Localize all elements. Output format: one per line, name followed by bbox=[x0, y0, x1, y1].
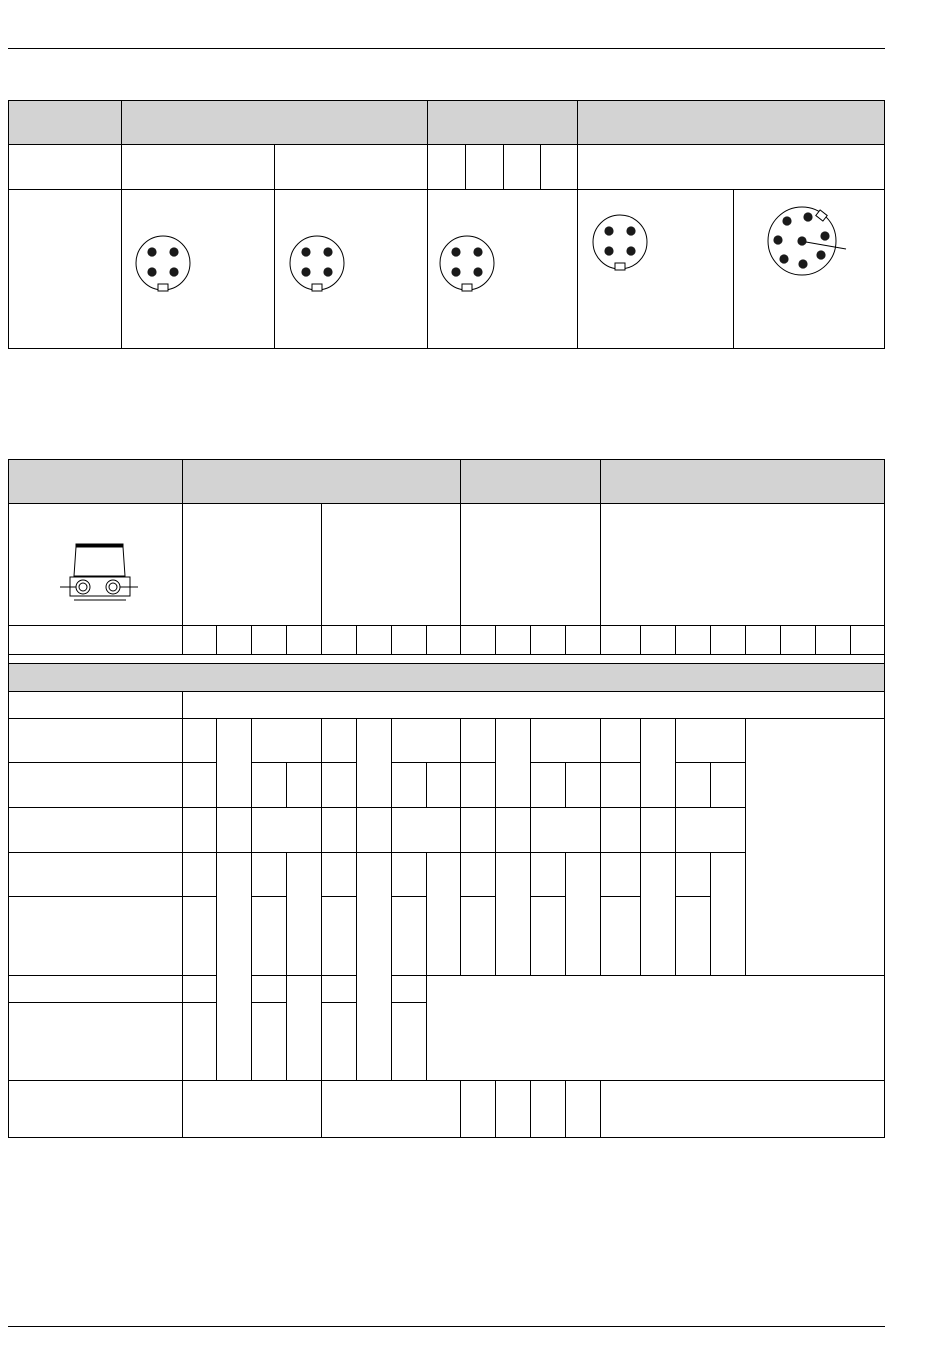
m12-8pin-connector bbox=[768, 207, 846, 275]
wiring-table-section-fill bbox=[9, 664, 885, 692]
m12-4pin-connector-4 bbox=[593, 215, 647, 270]
m12-4pin-connector-2 bbox=[290, 236, 344, 291]
m12-4pin-connector-1 bbox=[136, 236, 190, 291]
connector-table-header-fill bbox=[9, 101, 885, 145]
wiring-table bbox=[9, 460, 885, 1138]
wiring-table-header-fill bbox=[9, 460, 885, 504]
m12-4pin-connector-3 bbox=[440, 236, 494, 291]
junction-box-icon bbox=[60, 544, 138, 600]
